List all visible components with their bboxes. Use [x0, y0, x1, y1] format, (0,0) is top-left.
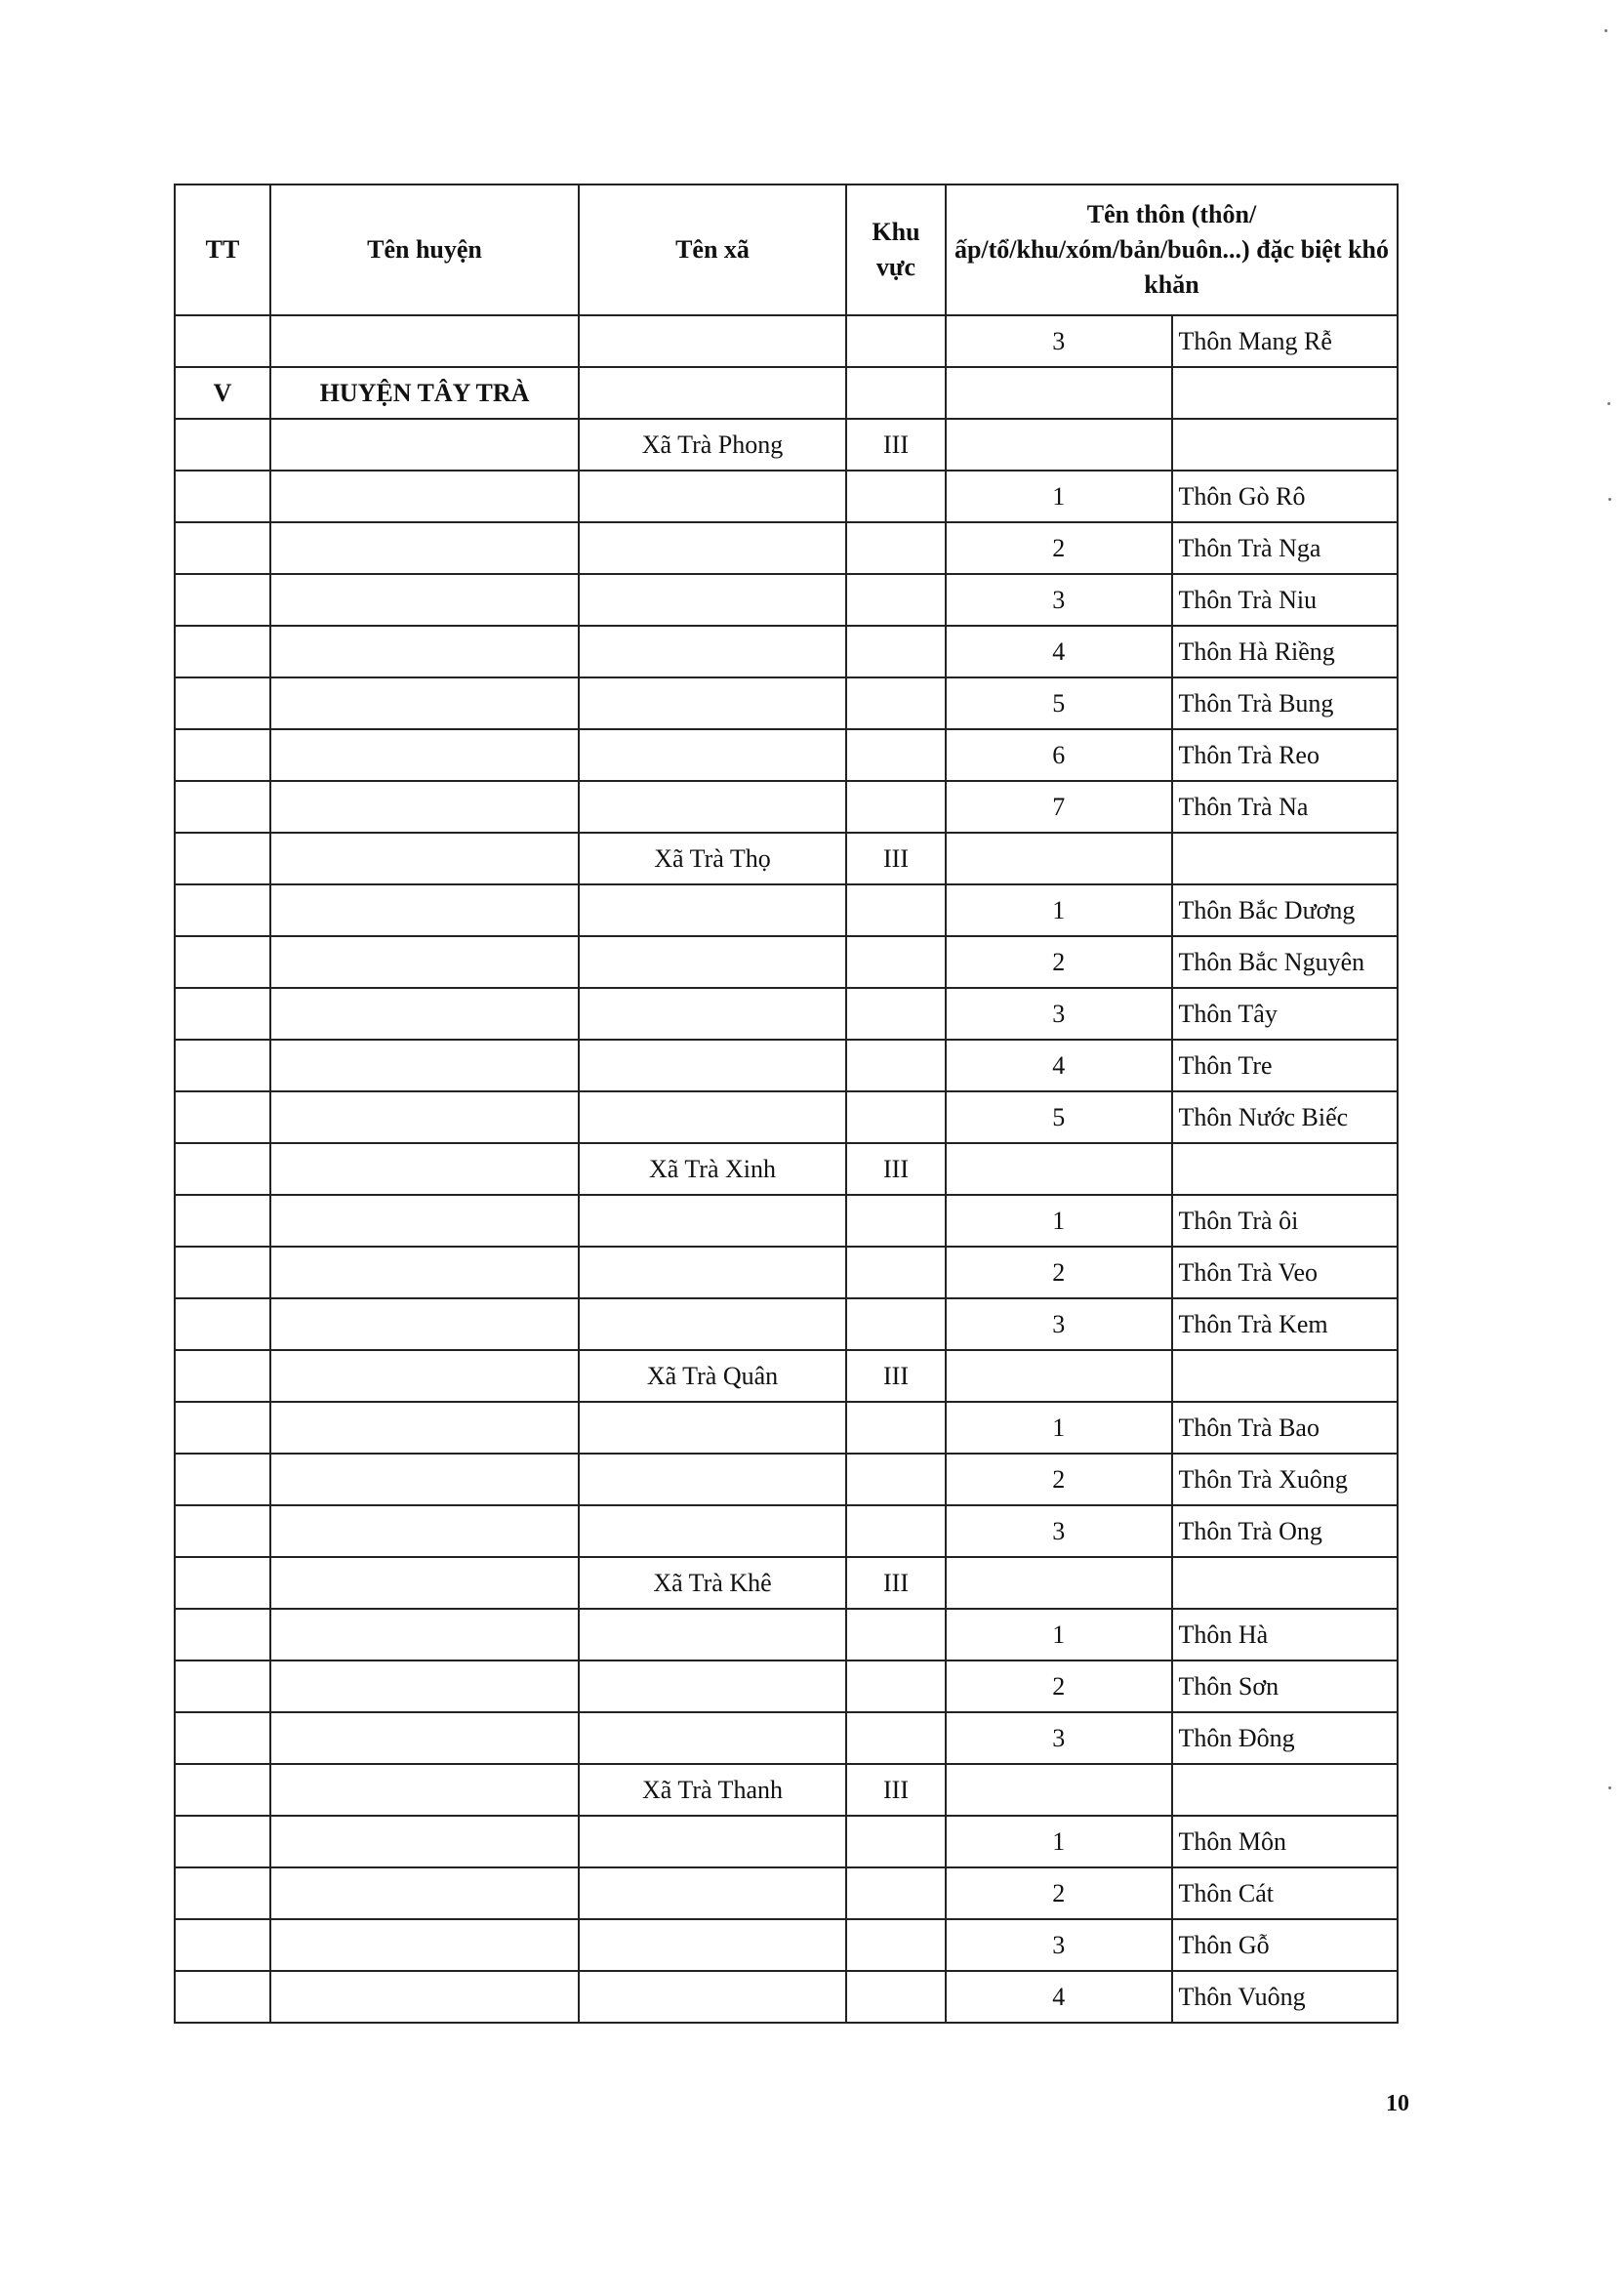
cell-ten-thon: Thôn Đông — [1172, 1712, 1399, 1764]
cell-xa — [579, 1247, 846, 1298]
cell-huyen — [270, 1712, 579, 1764]
cell-stt-thon: 3 — [946, 1298, 1172, 1350]
table-row — [175, 522, 1398, 574]
table-row — [175, 1247, 1398, 1298]
cell-huyen — [270, 988, 579, 1040]
cell-tt — [175, 1609, 270, 1660]
cell-xa — [579, 471, 846, 522]
cell-tt — [175, 677, 270, 729]
cell-tt — [175, 1764, 270, 1816]
cell-khu-vuc: III — [846, 1557, 946, 1609]
header-thon: Tên thôn (thôn/ấp/tổ/khu/xóm/bản/buôn...) đặc biệt khó khăn — [946, 184, 1398, 315]
table-row — [175, 1402, 1398, 1454]
cell-tt — [175, 1350, 270, 1402]
cell-ten-thon: Thôn Bắc Nguyên — [1172, 936, 1399, 988]
table-row — [175, 1091, 1398, 1143]
cell-khu-vuc — [846, 1660, 946, 1712]
cell-khu-vuc — [846, 988, 946, 1040]
table-row — [175, 1454, 1398, 1505]
cell-ten-thon: Thôn Gò Rô — [1172, 471, 1399, 522]
table-row — [175, 884, 1398, 936]
table-row — [175, 729, 1398, 781]
cell-huyen — [270, 419, 579, 471]
table-row — [175, 1660, 1398, 1712]
cell-huyen — [270, 781, 579, 833]
cell-stt-thon: 3 — [946, 1712, 1172, 1764]
cell-huyen — [270, 1195, 579, 1247]
header-row — [175, 184, 1398, 315]
cell-huyen — [270, 1402, 579, 1454]
cell-huyen — [270, 315, 579, 367]
table-row — [175, 1867, 1398, 1919]
cell-xa — [579, 1298, 846, 1350]
cell-tt — [175, 1195, 270, 1247]
cell-tt — [175, 1143, 270, 1195]
table-row — [175, 1143, 1398, 1195]
cell-stt-thon — [946, 1350, 1172, 1402]
cell-ten-thon: Thôn Môn — [1172, 1816, 1399, 1867]
cell-xa — [579, 1454, 846, 1505]
cell-ten-thon: Thôn Hà — [1172, 1609, 1399, 1660]
table-row — [175, 626, 1398, 677]
cell-khu-vuc — [846, 781, 946, 833]
header-huyen: Tên huyện — [270, 184, 579, 315]
table-row — [175, 677, 1398, 729]
cell-khu-vuc: III — [846, 1143, 946, 1195]
cell-huyen — [270, 1609, 579, 1660]
cell-huyen — [270, 1247, 579, 1298]
cell-tt — [175, 1402, 270, 1454]
table-row — [175, 1971, 1398, 2023]
cell-stt-thon: 2 — [946, 1247, 1172, 1298]
cell-stt-thon — [946, 367, 1172, 419]
village-table — [174, 184, 1399, 2024]
table-row — [175, 367, 1398, 419]
cell-ten-thon: Thôn Trà Niu — [1172, 574, 1399, 626]
cell-xa — [579, 988, 846, 1040]
cell-khu-vuc: III — [846, 419, 946, 471]
cell-tt — [175, 1298, 270, 1350]
cell-stt-thon: 4 — [946, 1971, 1172, 2023]
cell-ten-thon: Thôn Mang Rễ — [1172, 315, 1399, 367]
table-row — [175, 1557, 1398, 1609]
cell-huyen — [270, 1143, 579, 1195]
cell-stt-thon: 2 — [946, 522, 1172, 574]
cell-khu-vuc — [846, 1971, 946, 2023]
table-row — [175, 1919, 1398, 1971]
cell-stt-thon: 1 — [946, 1816, 1172, 1867]
table-row — [175, 1040, 1398, 1091]
cell-tt — [175, 936, 270, 988]
cell-huyen — [270, 1660, 579, 1712]
table-row — [175, 833, 1398, 884]
table-row — [175, 1195, 1398, 1247]
cell-xa — [579, 1712, 846, 1764]
cell-xa — [579, 677, 846, 729]
cell-ten-thon: Thôn Sơn — [1172, 1660, 1399, 1712]
cell-tt — [175, 1247, 270, 1298]
cell-xa — [579, 729, 846, 781]
cell-khu-vuc — [846, 1402, 946, 1454]
cell-ten-thon — [1172, 833, 1399, 884]
cell-tt — [175, 1091, 270, 1143]
cell-khu-vuc — [846, 1195, 946, 1247]
cell-xa — [579, 367, 846, 419]
cell-stt-thon — [946, 833, 1172, 884]
cell-huyen — [270, 1350, 579, 1402]
cell-huyen — [270, 1298, 579, 1350]
cell-khu-vuc — [846, 1247, 946, 1298]
cell-khu-vuc — [846, 1298, 946, 1350]
cell-ten-thon — [1172, 1143, 1399, 1195]
cell-khu-vuc — [846, 1867, 946, 1919]
cell-khu-vuc: III — [846, 1764, 946, 1816]
cell-stt-thon — [946, 1143, 1172, 1195]
cell-huyen: HUYỆN TÂY TRÀ — [270, 367, 579, 419]
cell-xa — [579, 781, 846, 833]
cell-stt-thon: 3 — [946, 988, 1172, 1040]
cell-khu-vuc — [846, 936, 946, 988]
cell-tt — [175, 574, 270, 626]
cell-tt — [175, 1454, 270, 1505]
cell-tt — [175, 884, 270, 936]
table-row — [175, 471, 1398, 522]
cell-ten-thon — [1172, 1350, 1399, 1402]
cell-xa — [579, 1609, 846, 1660]
cell-stt-thon: 5 — [946, 677, 1172, 729]
table-row — [175, 419, 1398, 471]
table-row — [175, 1505, 1398, 1557]
cell-khu-vuc — [846, 1091, 946, 1143]
cell-xa — [579, 936, 846, 988]
cell-khu-vuc — [846, 1816, 946, 1867]
cell-khu-vuc — [846, 471, 946, 522]
cell-tt — [175, 781, 270, 833]
cell-huyen — [270, 884, 579, 936]
cell-ten-thon: Thôn Trà Bung — [1172, 677, 1399, 729]
cell-stt-thon: 5 — [946, 1091, 1172, 1143]
cell-stt-thon: 1 — [946, 1609, 1172, 1660]
scan-speck — [1608, 498, 1611, 501]
cell-ten-thon: Thôn Tây — [1172, 988, 1399, 1040]
cell-khu-vuc — [846, 626, 946, 677]
cell-xa — [579, 1816, 846, 1867]
cell-ten-thon — [1172, 1764, 1399, 1816]
cell-tt — [175, 729, 270, 781]
cell-stt-thon: 2 — [946, 1867, 1172, 1919]
header-khu-vuc: Khu vực — [846, 184, 946, 315]
cell-tt: V — [175, 367, 270, 419]
cell-ten-thon: Thôn Trà Kem — [1172, 1298, 1399, 1350]
cell-ten-thon: Thôn Bắc Dương — [1172, 884, 1399, 936]
scan-speck — [1607, 402, 1610, 405]
cell-xa — [579, 1919, 846, 1971]
cell-tt — [175, 315, 270, 367]
cell-khu-vuc — [846, 574, 946, 626]
cell-huyen — [270, 1505, 579, 1557]
cell-ten-thon — [1172, 419, 1399, 471]
cell-khu-vuc — [846, 1505, 946, 1557]
scan-speck — [1604, 29, 1607, 32]
cell-xa — [579, 315, 846, 367]
cell-ten-thon: Thôn Cát — [1172, 1867, 1399, 1919]
cell-stt-thon: 1 — [946, 1195, 1172, 1247]
cell-xa — [579, 522, 846, 574]
table-row — [175, 1350, 1398, 1402]
cell-khu-vuc — [846, 884, 946, 936]
table-row — [175, 936, 1398, 988]
cell-stt-thon: 3 — [946, 574, 1172, 626]
cell-stt-thon — [946, 1557, 1172, 1609]
table-row — [175, 1298, 1398, 1350]
cell-xa — [579, 1505, 846, 1557]
cell-huyen — [270, 626, 579, 677]
cell-tt — [175, 1660, 270, 1712]
cell-xa — [579, 574, 846, 626]
cell-xa — [579, 1040, 846, 1091]
cell-xa — [579, 1867, 846, 1919]
table-row — [175, 1712, 1398, 1764]
cell-huyen — [270, 471, 579, 522]
cell-ten-thon: Thôn Trà Xuông — [1172, 1454, 1399, 1505]
cell-ten-thon: Thôn Trà Ong — [1172, 1505, 1399, 1557]
cell-stt-thon: 4 — [946, 626, 1172, 677]
cell-stt-thon: 3 — [946, 1919, 1172, 1971]
cell-stt-thon — [946, 1764, 1172, 1816]
table-row — [175, 315, 1398, 367]
cell-stt-thon — [946, 419, 1172, 471]
cell-khu-vuc — [846, 1454, 946, 1505]
cell-khu-vuc — [846, 1609, 946, 1660]
cell-tt — [175, 626, 270, 677]
cell-khu-vuc: III — [846, 833, 946, 884]
cell-tt — [175, 1816, 270, 1867]
cell-ten-thon: Thôn Trà Reo — [1172, 729, 1399, 781]
cell-stt-thon: 6 — [946, 729, 1172, 781]
cell-xa: Xã Trà Khê — [579, 1557, 846, 1609]
cell-khu-vuc — [846, 367, 946, 419]
header-tt: TT — [175, 184, 270, 315]
cell-ten-thon: Thôn Trà Veo — [1172, 1247, 1399, 1298]
cell-khu-vuc — [846, 729, 946, 781]
cell-tt — [175, 1557, 270, 1609]
cell-huyen — [270, 677, 579, 729]
cell-stt-thon: 1 — [946, 471, 1172, 522]
cell-ten-thon: Thôn Trà Bao — [1172, 1402, 1399, 1454]
cell-khu-vuc — [846, 1040, 946, 1091]
cell-xa — [579, 884, 846, 936]
table-row — [175, 781, 1398, 833]
cell-tt — [175, 1712, 270, 1764]
cell-xa — [579, 626, 846, 677]
cell-ten-thon: Thôn Trà Na — [1172, 781, 1399, 833]
cell-huyen — [270, 729, 579, 781]
cell-huyen — [270, 1557, 579, 1609]
cell-khu-vuc — [846, 1919, 946, 1971]
cell-stt-thon: 2 — [946, 1660, 1172, 1712]
cell-stt-thon: 2 — [946, 1454, 1172, 1505]
cell-xa: Xã Trà Phong — [579, 419, 846, 471]
cell-huyen — [270, 1764, 579, 1816]
cell-khu-vuc — [846, 522, 946, 574]
cell-xa: Xã Trà Xinh — [579, 1143, 846, 1195]
cell-khu-vuc — [846, 315, 946, 367]
cell-stt-thon: 2 — [946, 936, 1172, 988]
table-row — [175, 574, 1398, 626]
cell-ten-thon: Thôn Trà Nga — [1172, 522, 1399, 574]
cell-huyen — [270, 833, 579, 884]
cell-huyen — [270, 1091, 579, 1143]
cell-tt — [175, 1919, 270, 1971]
cell-ten-thon: Thôn Trà ôi — [1172, 1195, 1399, 1247]
cell-xa — [579, 1195, 846, 1247]
cell-tt — [175, 1971, 270, 2023]
cell-khu-vuc: III — [846, 1350, 946, 1402]
cell-huyen — [270, 1971, 579, 2023]
cell-xa — [579, 1091, 846, 1143]
cell-ten-thon — [1172, 367, 1399, 419]
table-row — [175, 1609, 1398, 1660]
cell-tt — [175, 419, 270, 471]
cell-stt-thon: 3 — [946, 1505, 1172, 1557]
cell-stt-thon: 1 — [946, 884, 1172, 936]
cell-stt-thon: 3 — [946, 315, 1172, 367]
cell-ten-thon — [1172, 1557, 1399, 1609]
cell-ten-thon: Thôn Hà Riềng — [1172, 626, 1399, 677]
cell-khu-vuc — [846, 677, 946, 729]
cell-huyen — [270, 1816, 579, 1867]
cell-huyen — [270, 1867, 579, 1919]
table-row — [175, 1816, 1398, 1867]
cell-huyen — [270, 574, 579, 626]
cell-tt — [175, 1040, 270, 1091]
cell-stt-thon: 7 — [946, 781, 1172, 833]
scan-speck — [1608, 1786, 1611, 1789]
cell-xa — [579, 1402, 846, 1454]
cell-stt-thon: 1 — [946, 1402, 1172, 1454]
cell-huyen — [270, 936, 579, 988]
page-number: 10 — [1386, 2091, 1409, 2116]
cell-xa — [579, 1660, 846, 1712]
cell-tt — [175, 1505, 270, 1557]
cell-ten-thon: Thôn Vuông — [1172, 1971, 1399, 2023]
cell-tt — [175, 988, 270, 1040]
cell-ten-thon: Thôn Tre — [1172, 1040, 1399, 1091]
cell-xa: Xã Trà Quân — [579, 1350, 846, 1402]
cell-tt — [175, 471, 270, 522]
cell-tt — [175, 1867, 270, 1919]
cell-ten-thon: Thôn Nước Biếc — [1172, 1091, 1399, 1143]
cell-tt — [175, 833, 270, 884]
table-row — [175, 988, 1398, 1040]
cell-stt-thon: 4 — [946, 1040, 1172, 1091]
cell-ten-thon: Thôn Gỗ — [1172, 1919, 1399, 1971]
table-body — [175, 315, 1398, 2023]
cell-xa: Xã Trà Thọ — [579, 833, 846, 884]
cell-khu-vuc — [846, 1712, 946, 1764]
cell-huyen — [270, 1040, 579, 1091]
cell-huyen — [270, 1919, 579, 1971]
cell-tt — [175, 522, 270, 574]
cell-xa — [579, 1971, 846, 2023]
header-xa: Tên xã — [579, 184, 846, 315]
cell-huyen — [270, 522, 579, 574]
table-row — [175, 1764, 1398, 1816]
cell-xa: Xã Trà Thanh — [579, 1764, 846, 1816]
cell-huyen — [270, 1454, 579, 1505]
